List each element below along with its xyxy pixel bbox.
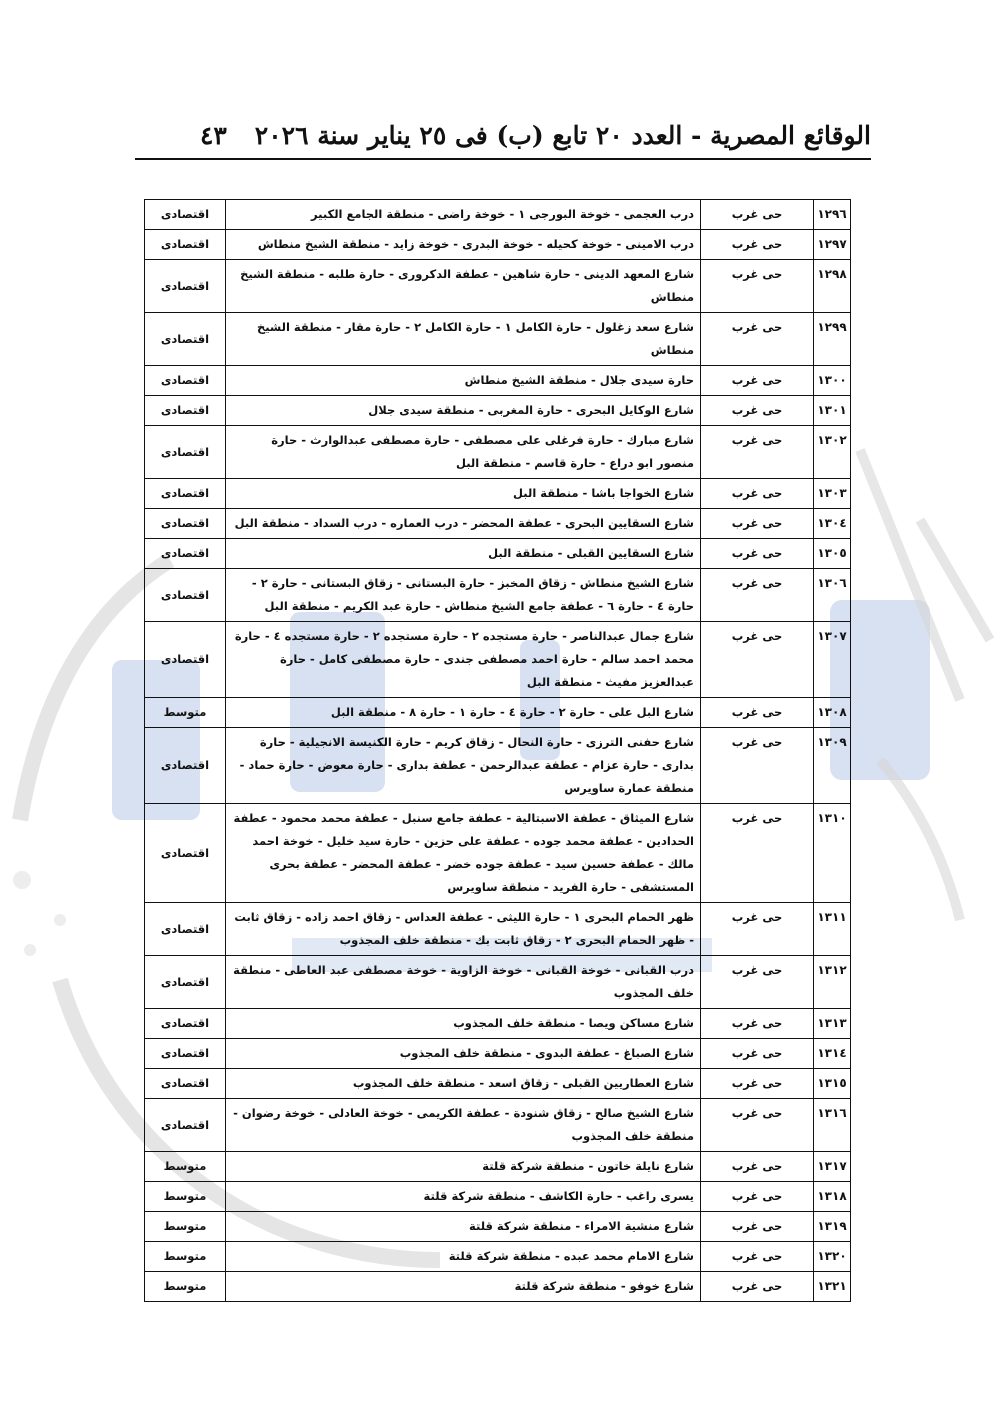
district-cell: حى غرب [701, 426, 814, 479]
table-row [145, 956, 851, 1009]
district-cell: حى غرب [701, 956, 814, 1009]
district-cell: حى غرب [701, 804, 814, 903]
district-cell: حى غرب [701, 569, 814, 622]
streets-cell: يسرى راغب - حارة الكاشف - منطقة شركة قلتة [226, 1182, 701, 1212]
row-number-cell: ١٣١٨ [814, 1182, 851, 1212]
category-cell: اقتصادى [145, 622, 226, 698]
table-row [145, 313, 851, 366]
category-cell: اقتصادى [145, 1069, 226, 1099]
row-number-cell: ١٣٠٣ [814, 479, 851, 509]
row-number-cell: ١٣٠٩ [814, 728, 851, 804]
table-row [145, 1069, 851, 1099]
table-row [145, 539, 851, 569]
table-row [145, 569, 851, 622]
district-cell: حى غرب [701, 1069, 814, 1099]
streets-cell: شارع السقايين البحرى - عطفة المحضر - درب العماره - درب السداد - منطقة البل [226, 509, 701, 539]
district-cell: حى غرب [701, 1212, 814, 1242]
row-number-cell: ١٣٠١ [814, 396, 851, 426]
streets-cell: درب العجمى - خوخة البورجى ١ - خوخة راضى - منطقة الجامع الكبير [226, 200, 701, 230]
category-cell: اقتصادى [145, 804, 226, 903]
table-row [145, 1009, 851, 1039]
streets-cell: شارع الوكايل البحرى - حارة المغربى - منطقة سيدى جلال [226, 396, 701, 426]
category-cell: اقتصادى [145, 509, 226, 539]
table-row [145, 804, 851, 903]
streets-cell: شارع الشيخ صالح - زقاق شنودة - عطفة الكريمى - خوخة العادلى - خوخة رضوان - منطقة خلف المجذوب [226, 1099, 701, 1152]
district-cell: حى غرب [701, 260, 814, 313]
streets-cell: حارة سيدى جلال - منطقة الشيخ منطاش [226, 366, 701, 396]
table-row [145, 509, 851, 539]
table-row [145, 1039, 851, 1069]
district-cell: حى غرب [701, 509, 814, 539]
district-cell: حى غرب [701, 1272, 814, 1302]
table-row [145, 698, 851, 728]
district-cell: حى غرب [701, 230, 814, 260]
category-cell: اقتصادى [145, 479, 226, 509]
streets-cell: شارع حفنى الترزى - حارة النحال - زقاق كريم - حارة الكنيسة الانجيلية - حارة بدارى - حارة عزام - عطفة عبدالرحمن - عطفة بدارى - حارة معوض - حارة حماد - منطقة عمارة ساويرس [226, 728, 701, 804]
row-number-cell: ١٣١١ [814, 903, 851, 956]
category-cell: اقتصادى [145, 956, 226, 1009]
streets-cell: شارع الصباغ - عطفة البدوى - منطقة خلف المجذوب [226, 1039, 701, 1069]
table-row [145, 1272, 851, 1302]
row-number-cell: ١٣٠٢ [814, 426, 851, 479]
district-cell: حى غرب [701, 622, 814, 698]
category-cell: اقتصادى [145, 1039, 226, 1069]
streets-cell: درب القبانى - خوخة القبانى - خوخة الزاوية - خوخة مصطفى عبد العاطى - منطقة خلف المجذوب [226, 956, 701, 1009]
table-row [145, 260, 851, 313]
row-number-cell: ١٢٩٨ [814, 260, 851, 313]
district-cell: حى غرب [701, 366, 814, 396]
district-cell: حى غرب [701, 1039, 814, 1069]
streets-cell: شارع الخواجا باشا - منطقة البل [226, 479, 701, 509]
row-number-cell: ١٢٩٦ [814, 200, 851, 230]
row-number-cell: ١٣٠٨ [814, 698, 851, 728]
table-row [145, 903, 851, 956]
category-cell: اقتصادى [145, 230, 226, 260]
streets-cell: شارع نايلة خاتون - منطقة شركة قلتة [226, 1152, 701, 1182]
table-row [145, 366, 851, 396]
row-number-cell: ١٣٠٦ [814, 569, 851, 622]
table-row [145, 1099, 851, 1152]
district-cell: حى غرب [701, 1182, 814, 1212]
table-row [145, 1182, 851, 1212]
category-cell: متوسط [145, 1242, 226, 1272]
row-number-cell: ١٣٠٧ [814, 622, 851, 698]
row-number-cell: ١٣٠٤ [814, 509, 851, 539]
table-row [145, 1152, 851, 1182]
category-cell: اقتصادى [145, 260, 226, 313]
streets-cell: شارع البل على - حارة ٢ - حارة ٤ - حارة ١ - حارة ٨ - منطقة البل [226, 698, 701, 728]
table-row [145, 622, 851, 698]
streets-cell: شارع مساكن ويصا - منطقة خلف المجذوب [226, 1009, 701, 1039]
streets-cell: شارع الامام محمد عبده - منطقة شركة قلتة [226, 1242, 701, 1272]
district-cell: حى غرب [701, 396, 814, 426]
district-cell: حى غرب [701, 698, 814, 728]
streets-cell: شارع سعد زغلول - حارة الكامل ١ - حارة الكامل ٢ - حارة مقار - منطقة الشيخ منطاش [226, 313, 701, 366]
category-cell: متوسط [145, 1212, 226, 1242]
table-row [145, 426, 851, 479]
table-row [145, 200, 851, 230]
page-header [135, 112, 871, 160]
streets-cell: شارع السقايين القبلى - منطقة البل [226, 539, 701, 569]
streets-cell: درب الامينى - خوخة كحيله - خوخة البدرى - خوخة زايد - منطقة الشيخ منطاش [226, 230, 701, 260]
category-cell: اقتصادى [145, 1009, 226, 1039]
category-cell: اقتصادى [145, 539, 226, 569]
table-row [145, 479, 851, 509]
row-number-cell: ١٣١٩ [814, 1212, 851, 1242]
table-row [145, 230, 851, 260]
row-number-cell: ١٣١٧ [814, 1152, 851, 1182]
category-cell: اقتصادى [145, 569, 226, 622]
district-cell: حى غرب [701, 200, 814, 230]
district-cell: حى غرب [701, 1099, 814, 1152]
category-cell: متوسط [145, 698, 226, 728]
district-cell: حى غرب [701, 313, 814, 366]
category-cell: اقتصادى [145, 396, 226, 426]
category-cell: متوسط [145, 1272, 226, 1302]
district-cell: حى غرب [701, 903, 814, 956]
streets-cell: شارع خوفو - منطقة شركة قلتة [226, 1272, 701, 1302]
row-number-cell: ١٢٩٩ [814, 313, 851, 366]
streets-cell: شارع مبارك - حارة فرغلى على مصطفى - حارة مصطفى عبدالوارث - حارة منصور ابو دراع - حارة قاسم - منطقة البل [226, 426, 701, 479]
streets-cell: شارع الميثاق - عطفة الاسبتالية - عطفة جامع سنبل - عطفة محمد محمود - عطفة الحدادين - عطفة محمد جوده - عطفة على حزين - حارة سيد خليل - خوخة احمد مالك - عطفة حسين سيد - عطفة جوده خضر - عطفة المحضر - عطفة بحرى المستشفى - حارة الفريد - منطقة ساويرس [226, 804, 701, 903]
row-number-cell: ١٢٩٧ [814, 230, 851, 260]
streets-cell: شارع منشية الامراء - منطقة شركة قلتة [226, 1212, 701, 1242]
category-cell: متوسط [145, 1152, 226, 1182]
district-cell: حى غرب [701, 1009, 814, 1039]
district-cell: حى غرب [701, 1242, 814, 1272]
table-row [145, 396, 851, 426]
row-number-cell: ١٣١٦ [814, 1099, 851, 1152]
table-row [145, 728, 851, 804]
streets-cell: شارع العطاريين القبلى - زقاق اسعد - منطقة خلف المجذوب [226, 1069, 701, 1099]
category-cell: اقتصادى [145, 1099, 226, 1152]
row-number-cell: ١٣٠٠ [814, 366, 851, 396]
row-number-cell: ١٣٢١ [814, 1272, 851, 1302]
streets-cell: شارع جمال عبدالناصر - حارة مستجده ٢ - حارة مستجده ٢ - حارة مستجده ٤ - حارة محمد احمد سالم - حارة احمد مصطفى جندى - حارة مصطفى كامل - حارة عبدالعزيز مفيث - منطقة البل [226, 622, 701, 698]
category-cell: اقتصادى [145, 903, 226, 956]
district-cell: حى غرب [701, 479, 814, 509]
row-number-cell: ١٣٢٠ [814, 1242, 851, 1272]
district-cell: حى غرب [701, 728, 814, 804]
category-cell: اقتصادى [145, 313, 226, 366]
data-table-container [144, 199, 850, 1302]
category-cell: اقتصادى [145, 366, 226, 396]
row-number-cell: ١٣١٥ [814, 1069, 851, 1099]
row-number-cell: ١٣١٣ [814, 1009, 851, 1039]
table-row [145, 1242, 851, 1272]
table-row [145, 1212, 851, 1242]
row-number-cell: ١٣١٢ [814, 956, 851, 1009]
row-number-cell: ١٣١٠ [814, 804, 851, 903]
page-number: ٤٣ [199, 120, 227, 150]
streets-table [144, 199, 851, 1302]
row-number-cell: ١٣٠٥ [814, 539, 851, 569]
district-cell: حى غرب [701, 1152, 814, 1182]
streets-cell: ظهر الحمام البحرى ١ - حارة الليثى - عطفة العداس - زقاق احمد زاده - زقاق ثابت - ظهر الحمام البحرى ٢ - زقاق ثابت بك - منطقة خلف المجذوب [226, 903, 701, 956]
category-cell: اقتصادى [145, 426, 226, 479]
streets-cell: شارع المعهد الدينى - حارة شاهين - عطفة الدكرورى - حارة طلبه - منطقة الشيخ منطاش [226, 260, 701, 313]
streets-cell: شارع الشيخ منطاش - زقاق المخبز - حارة البستانى - زقاق البستانى - حارة ٢ - حارة ٤ - حارة ٦ - عطفة جامع الشيخ منطاش - حارة عبد الكريم - منطقة البل [226, 569, 701, 622]
gazette-title: الوقائع المصرية - العدد ٢٠ تابع (ب) فى ٢٥ يناير سنة ٢٠٢٦ [254, 120, 871, 150]
row-number-cell: ١٣١٤ [814, 1039, 851, 1069]
category-cell: اقتصادى [145, 728, 226, 804]
district-cell: حى غرب [701, 539, 814, 569]
category-cell: اقتصادى [145, 200, 226, 230]
category-cell: متوسط [145, 1182, 226, 1212]
